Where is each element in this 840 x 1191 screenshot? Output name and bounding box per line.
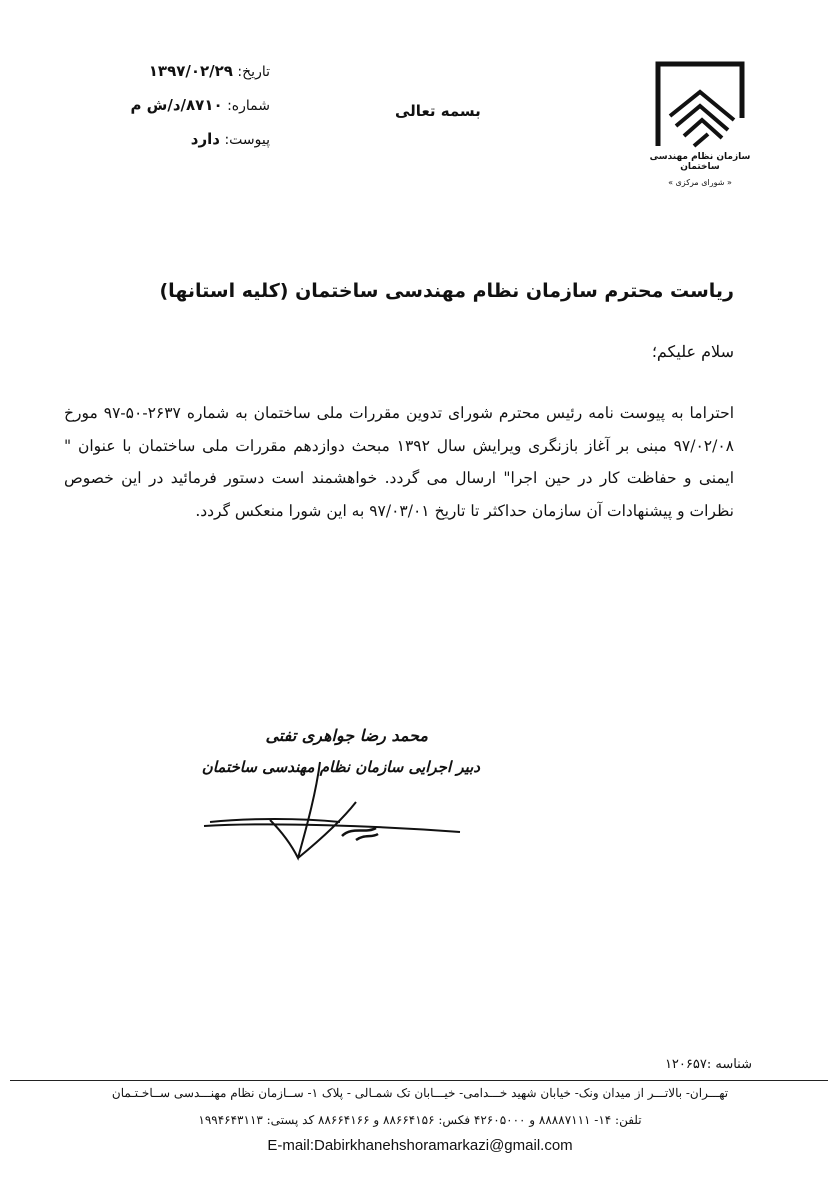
signer-name: محمد رضا جواهری تفتی bbox=[265, 726, 428, 745]
footer-address: تهـــران- بالاتـــر از میدان ونک- خیابان شهید خـــدامی- خیـــابان تک شمـالی - پلاک ۱- ســازمان نظام مهنـــدسی ســاخـتـمان bbox=[111, 1086, 729, 1100]
number-label: شماره: bbox=[227, 98, 270, 114]
footer-phones: تلفن: ۱۴- ۸۸۸۸۷۱۱۱ و ۴۲۶۰۵۰۰۰ فکس: ۸۸۶۶۴۱۵۶ و ۸۸۶۶۴۱۶۶ کد پستی: ۱۹۹۴۶۴۳۱۱۳ bbox=[198, 1113, 642, 1127]
number-value: ۸۷۱۰/د/ش م bbox=[130, 96, 223, 114]
number-row bbox=[100, 96, 270, 130]
date-row bbox=[100, 62, 270, 96]
signer-title: دبیر اجرایی سازمان نظام مهندسی ساختمان bbox=[201, 758, 480, 776]
attachment-row bbox=[100, 130, 270, 164]
logo-subtitle: « شورای مرکزی » bbox=[668, 178, 732, 187]
footer-email: E-mail:Dabirkhanehshoramarkazi@gmail.com bbox=[267, 1137, 573, 1154]
org-logo bbox=[640, 58, 760, 187]
attachment-value: دارد bbox=[190, 130, 220, 148]
footer-divider bbox=[10, 1080, 828, 1081]
logo-org-name: سازمان نظام مهندسی ساختمان bbox=[649, 152, 751, 172]
letter-meta bbox=[100, 62, 270, 164]
letter-body: احتراما به پیوست نامه رئیس محترم شورای تدوین مقررات ملی ساختمان به شماره ۲۶۳۷-۵۰-۹۷ مورخ ۹۷/۰۲/۰۸ مبنی بر آغاز بازنگری ویرایش سال ۱۳۹۲ مبحث دوازدهم مقررات ملی ساختمان با عنوان " ایمنی و حفاظت کار در حین اجرا" ارسال می گردد. خواهشمند است دستور فرمائید در این خصوص نظرات و پیشنهادات آن سازمان حداکثر تا تاریخ ۹۷/۰۳/۰۱ به این شورا منعکس گردد. bbox=[64, 404, 734, 520]
document-code: شناسه :۱۲۰۶۵۷ bbox=[664, 1057, 752, 1072]
org-logo-icon bbox=[652, 58, 748, 148]
date-label: تاریخ: bbox=[237, 64, 270, 80]
attachment-label: پیوست: bbox=[224, 132, 270, 148]
greeting: سلام علیکم؛ bbox=[651, 342, 734, 361]
date-value: ۱۳۹۷/۰۲/۲۹ bbox=[148, 62, 233, 80]
bismillah: بسمه تعالی bbox=[395, 102, 481, 120]
recipient-heading: ریاست محترم سازمان نظام مهندسی ساختمان (کلیه استانها) bbox=[159, 280, 734, 302]
signature-block bbox=[120, 722, 480, 872]
